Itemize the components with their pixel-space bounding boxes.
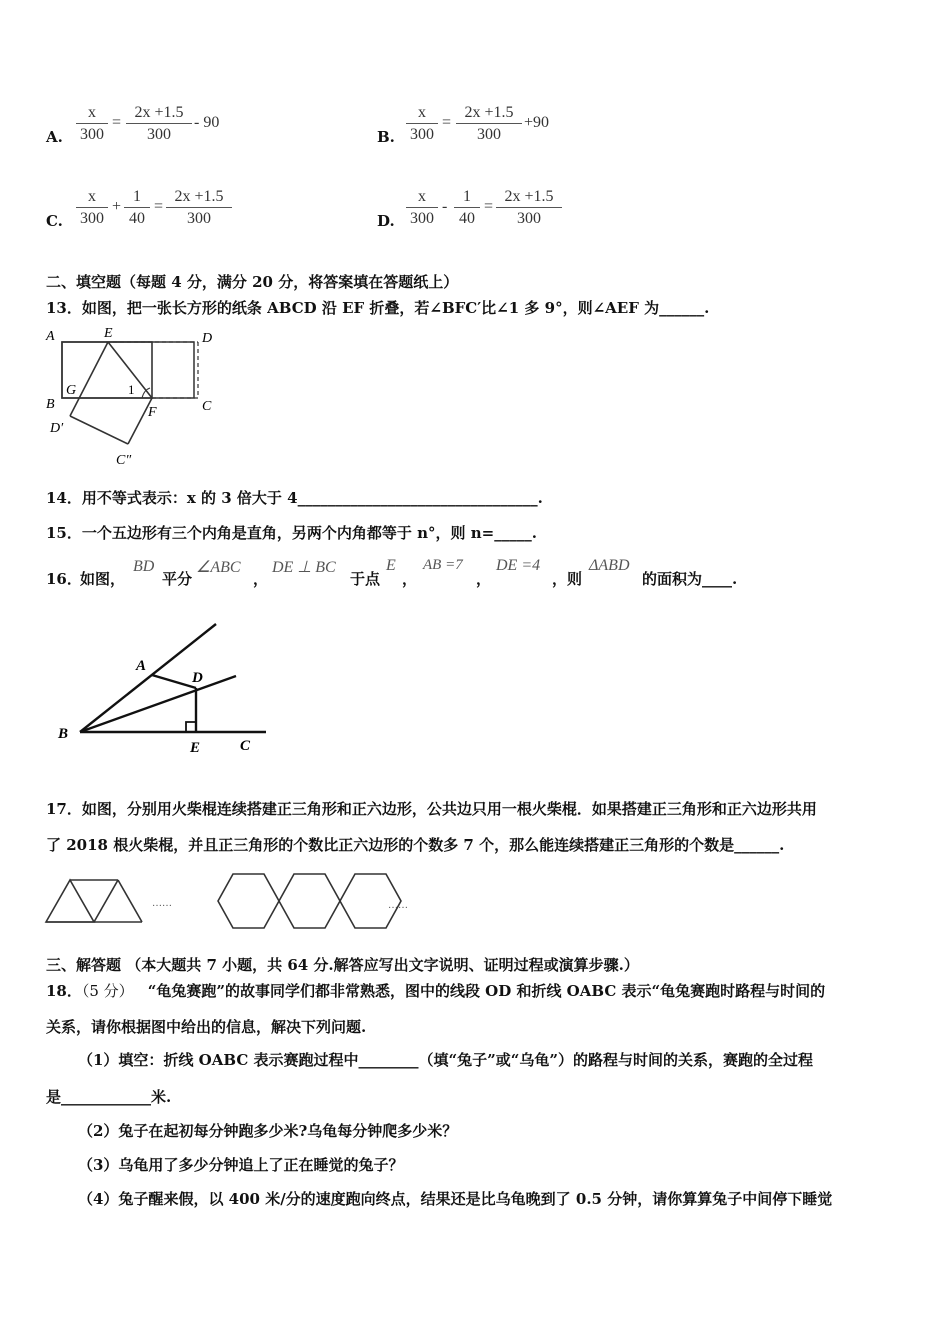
- q13: [46, 298, 709, 318]
- q17-figure: [44, 868, 424, 932]
- q16-m6: DE =4: [496, 557, 541, 574]
- q13-label-e: E: [104, 326, 113, 341]
- q16-p7: ，则: [552, 570, 583, 588]
- triangle-1: [46, 880, 94, 922]
- q17-dots-2: ……: [388, 900, 408, 911]
- q16-ray-bd: [80, 676, 236, 732]
- q13-label-cdprime: C″: [116, 453, 132, 468]
- q17-line1: [46, 799, 817, 819]
- q13-label-b: B: [46, 397, 55, 412]
- q16-m3: DE ⊥ BC: [272, 559, 336, 576]
- q16-label-a: A: [136, 658, 147, 674]
- q17-num: 17．: [46, 800, 82, 818]
- option-a-eq: =: [112, 114, 122, 131]
- section2-title: 二、填空题（每题 4 分，满分 20 分，将答案填在答题纸上）: [46, 273, 459, 291]
- triangle-3-edge: [118, 880, 142, 922]
- q16-p3: ，: [253, 570, 269, 588]
- option-d-frac2: $\frac{2x +1.5}{300}$: [496, 187, 562, 230]
- q18-text-1: “龟兔赛跑”的故事同学们都非常熟悉，图中的线段 OD 和折线 OABC 表示“龟兔赛跑时路程与时间的: [147, 982, 826, 1000]
- q17-triangles: [46, 880, 142, 922]
- hexagon-2: [279, 874, 340, 928]
- option-b-eq: =: [442, 114, 452, 131]
- q15-num: 15．: [46, 524, 82, 542]
- q18-line2: 关系，请你根据图中给出的信息，解决下列问题.: [46, 1018, 367, 1036]
- option-b-frac2: $\frac{2x +1.5}{300}$: [456, 103, 522, 146]
- option-c-frac1: $\frac{x}{300}$: [76, 187, 108, 230]
- q16-p6: ，: [476, 570, 492, 588]
- q13-figure: [44, 324, 224, 470]
- option-a-tail: - 90: [194, 114, 220, 131]
- q16-label-e: E: [190, 740, 201, 756]
- option-c-frac3: $\frac{1}{40}$: [124, 187, 150, 230]
- q16-p1: 如图，: [80, 570, 126, 588]
- q15-text: 一个五边形有三个内角是直角，另两个内角都等于 n°，则 n=_____.: [81, 524, 537, 542]
- q13-label-1: 1: [128, 382, 135, 397]
- triangle-2-edge: [94, 880, 118, 922]
- option-b-tail: +90: [524, 114, 550, 131]
- hexagon-1: [218, 874, 279, 928]
- q18-sub1-a: （1）填空：折线 OABC 表示赛跑过程中________（填“兔子”或“乌龟”）的路程与时间的关系，赛跑的全过程: [78, 1051, 813, 1069]
- q16-right-angle: [186, 722, 196, 732]
- q14: [46, 488, 543, 508]
- option-b-frac1: $\frac{x}{300}$: [406, 103, 438, 146]
- q17-text-1: 如图，分别用火柴棍连续搭建正三角形和正六边形，公共边只用一根火柴棍．如果搭建正三角形和正六边形共用: [81, 800, 817, 818]
- q16-m5: AB =7: [423, 557, 463, 573]
- q18-score: （5 分）: [81, 982, 134, 1000]
- q17-dots-1: ……: [152, 898, 172, 909]
- q16-label-c: C: [240, 738, 251, 754]
- q17-hexagons: [218, 874, 401, 928]
- q14-num: 14．: [46, 489, 82, 507]
- option-d-eq: =: [484, 198, 494, 215]
- option-c-eq: =: [154, 198, 164, 215]
- q16-figure: [44, 618, 274, 758]
- q18-sub1-b: 是____________米.: [46, 1088, 172, 1106]
- q13-label-a: A: [46, 329, 55, 344]
- option-c-label: C.: [46, 212, 63, 230]
- q16-seg-ad: [152, 675, 196, 688]
- option-b-label: B.: [377, 128, 395, 146]
- option-d-frac3: $\frac{1}{40}$: [454, 187, 480, 230]
- q13-label-c: C: [202, 399, 212, 414]
- q18-sub2: （2）兔子在起初每分钟跑多少米?乌龟每分钟爬多少米？: [78, 1122, 458, 1140]
- option-d-frac1: $\frac{x}{300}$: [406, 187, 438, 230]
- q18-line1: [46, 981, 825, 1001]
- q18-sub4: （4）兔子醒来假，以 400 米/分的速度跑向终点，结果还是比乌龟晚到了 0.5 分钟，请你算算兔子中间停下睡觉: [78, 1190, 833, 1208]
- q16-p5: ，: [402, 570, 418, 588]
- q16-label-b: B: [58, 726, 69, 742]
- option-c-frac2: $\frac{2x +1.5}{300}$: [166, 187, 232, 230]
- section3-title: 三、解答题 （本大题共 7 小题，共 64 分.解答应写出文字说明、证明过程或演算步骤.）: [46, 956, 639, 974]
- q18-sub3: （3）乌龟用了多少分钟追上了正在睡觉的兔子？: [78, 1156, 404, 1174]
- q13-label-g: G: [66, 383, 77, 398]
- option-d-label: D.: [377, 212, 395, 230]
- option-a-frac2: $\frac{2x +1.5}{300}$: [126, 103, 192, 146]
- q16-m2: ∠ABC: [196, 559, 241, 576]
- q13-ed: [70, 342, 108, 416]
- q16-p4: 于点: [350, 570, 381, 588]
- q16-label-d: D: [192, 670, 203, 686]
- option-a-label: A.: [46, 128, 63, 146]
- q13-label-f: F: [148, 405, 157, 420]
- option-d-op: -: [442, 198, 448, 215]
- q14-text: 用不等式表示：x 的 3 倍大于 4________________________________.: [81, 489, 543, 507]
- q13-num: 13．: [46, 299, 82, 317]
- q16-num: 16．: [46, 570, 82, 588]
- q13-text: 如图，把一张长方形的纸条 ABCD 沿 EF 折叠，若∠BFC′比∠1 多 9°，则∠AEF 为______.: [81, 299, 710, 317]
- q16-m7: ΔABD: [589, 557, 630, 574]
- q16-m1: BD: [133, 558, 155, 575]
- q13-label-d: D: [202, 331, 213, 346]
- q13-label-dprime: D′: [50, 421, 64, 436]
- q16-p2: 平分: [162, 570, 193, 588]
- option-c-op: +: [112, 198, 122, 215]
- q15: [46, 523, 537, 543]
- q17-line2: 了 2018 根火柴棍，并且正三角形的个数比正六边形的个数多 7 个，那么能连续搭建正三角形的个数是______.: [46, 836, 785, 854]
- option-a-frac1: $\frac{x}{300}$: [76, 103, 108, 146]
- q18-num: 18．: [46, 982, 82, 1000]
- q13-dc: [70, 416, 128, 444]
- q16-p8: 的面积为____.: [642, 570, 738, 588]
- q16-m4: E: [386, 557, 396, 574]
